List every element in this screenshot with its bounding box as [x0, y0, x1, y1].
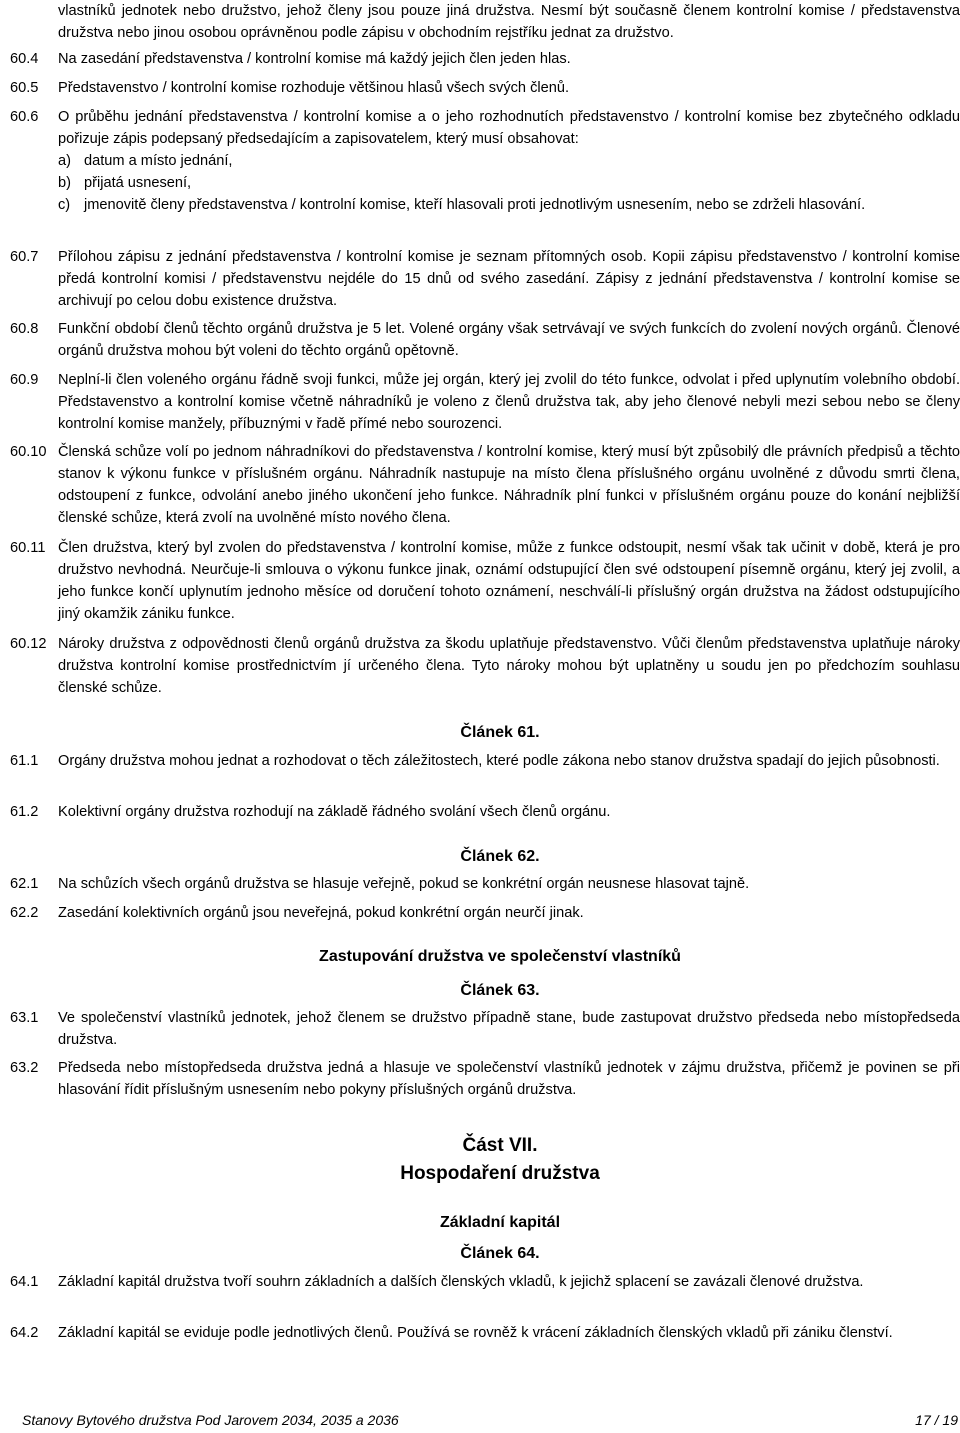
paragraph-text: Funkční období členů těchto orgánů družstva je 5 let. Volené orgány však setrvávají ve svých funkcích do zvolení nových orgánů. Členové orgánů družstva mohou být voleni do těchto orgánů opětovně.: [58, 321, 960, 359]
paragraph-62-2: [0, 902, 960, 924]
paragraph-number: 60.6: [10, 109, 39, 125]
paragraph-text: Základní kapitál družstva tvoří souhrn základních a dalších členských vkladů, k jejichž splacení se zavázali členové družstva.: [58, 1274, 864, 1290]
list-item: b) přijatá usnesení,: [58, 175, 192, 191]
paragraph-61-1: [0, 750, 960, 772]
paragraph-number: 61.2: [10, 804, 39, 820]
paragraph-64-2: [0, 1322, 960, 1344]
paragraph-number: 60.8: [10, 321, 39, 337]
paragraph-60-7: [0, 246, 960, 312]
paragraph-60-8: [0, 318, 960, 362]
paragraph-60-12: [0, 633, 960, 699]
paragraph-text: Představenstvo / kontrolní komise rozhoduje většinou hlasů všech svých členů.: [58, 80, 570, 96]
paragraph-number: 63.1: [10, 1010, 39, 1026]
paragraph-text: O průběhu jednání představenstva / kontrolní komise a o jeho rozhodnutích představenstvo / kontrolní komise bez zbytečného odkladu pořizuje zápis podepsaný předsedajícím a zapisovatelem, který musí obsahovat:: [58, 109, 960, 147]
paragraph-text: Členská schůze volí po jednom náhradníkovi do představenstva / kontrolní komise, který musí být způsobilý dle právních předpisů a těchto stanov k výkonu funkce v příslušném orgánu. Náhradník nastupuje na místo člena příslušného orgánu uvolněné z důvodu smrti člena, odstoupení z funkce, odvolání anebo jiného ukončení jeho funkce. Náhradník plní funkci v příslušném orgánu pouze do konání nejbližší členské schůze, která zvolí na uvolněné místo nového člena.: [58, 444, 960, 526]
paragraph-number: 60.5: [10, 80, 39, 96]
paragraph-62-1: [0, 873, 960, 895]
section-heading: Zastupování družstva ve společenství vlastníků: [319, 948, 681, 965]
paragraph-60-9: [0, 369, 960, 435]
paragraph-number: 62.2: [10, 905, 39, 921]
part-title: Hospodaření družstva: [400, 1163, 600, 1184]
paragraph-text: Kolektivní orgány družstva rozhodují na základě řádného svolání všech členů orgánu.: [58, 804, 611, 820]
paragraph-60-11: [0, 537, 960, 625]
page-number: 17 / 19: [915, 1412, 958, 1428]
paragraph-text: Orgány družstva mohou jednat a rozhodovat o těch záležitostech, které podle zákona nebo stanov družstva spadají do jejich působnosti.: [58, 753, 940, 769]
paragraph-number: 63.2: [10, 1060, 39, 1076]
paragraph-text: Základní kapitál se eviduje podle jednotlivých členů. Používá se rovněž k vrácení základních členských vkladů při zániku členství.: [58, 1325, 893, 1341]
paragraph-text: Ve společenství vlastníků jednotek, jehož členem se družstvo případně stane, bude zastupovat družstvo předseda nebo místopředseda družstva.: [58, 1010, 960, 1048]
part-heading: Část VII.: [462, 1135, 538, 1156]
paragraph-number: 60.10: [10, 444, 47, 460]
paragraph-63-1: [0, 1007, 960, 1051]
paragraph-text: Člen družstva, který byl zvolen do představenstva / kontrolní komise, může z funkce odstoupit, nesmí však tak učinit v době, která je pro družstvo nevhodná. Neurčuje-li smlouva o výkonu funkce jinak, oznámí odstupující člen své odstoupení písemně orgánu, který jej zvolil, a jeho funkce končí uplynutím jednoho měsíce od doručení tohoto oznámení, neschválí-li příslušný orgán družstva na žádost odstupujícího jiný okamžik zániku funkce.: [58, 540, 960, 622]
section-heading: Základní kapitál: [439, 1214, 561, 1231]
paragraph-number: 61.1: [10, 753, 39, 769]
paragraph-number: 60.7: [10, 249, 39, 265]
paragraph-60-4: [0, 48, 960, 70]
paragraph-number: 60.12: [10, 636, 47, 652]
paragraph-60-5: [0, 77, 960, 99]
paragraph-text: Předseda nebo místopředseda družstva jedná a hlasuje ve společenství vlastníků jednotek v zájmu družstva, přičemž je povinen se při hlasování řídit příslušným usnesením nebo pokyny příslušných orgánů družstva.: [58, 1060, 960, 1098]
paragraph-number: 64.1: [10, 1274, 39, 1290]
article-heading: Článek 63.: [460, 982, 540, 999]
list-item: c) jmenovitě členy představenstva / kontrolní komise, kteří hlasovali proti jednotlivým usnesením, nebo se zdrželi hlasování.: [58, 197, 866, 213]
paragraph-text: Přílohou zápisu z jednání představenstva / kontrolní komise je seznam přítomných osob. Kopii zápisu představenstvo / kontrolní komise předá kontrolní komisi / představenstvu nejdéle do 15 dnů od svého zasedání. Zápisy z jednání představenstva / kontrolní komise se archivují po celou dobu existence družstva.: [58, 249, 960, 309]
paragraph-number: 64.2: [10, 1325, 39, 1341]
page-footer: [22, 1409, 958, 1431]
paragraph-63-2: [0, 1057, 960, 1101]
article-heading: Článek 62.: [460, 848, 540, 865]
paragraph-number: 60.9: [10, 372, 39, 388]
article-heading: Článek 61.: [460, 724, 540, 741]
paragraph-text: Neplní-li člen voleného orgánu řádně svoji funkci, může jej orgán, který jej zvolil do této funkce, odvolat i před uplynutím volebního období. Představenstvo a kontrolní komise včetně náhradníků je voleno z členů družstva tak, aby jeho členové nebyli mezi sebou nebo se členy kontrolní komise manžely, příbuznými v řadě přímé nebo sourozenci.: [58, 372, 960, 432]
paragraph-64-1: [0, 1271, 960, 1293]
paragraph-number: 60.4: [10, 51, 39, 67]
continued-paragraph: vlastníků jednotek nebo družstvo, jehož členy jsou pouze jiná družstva. Nesmí být současně členem kontrolní komise / představenstva družstva nebo jinou osobou oprávněnou podle zápisu v obchodním rejstříku jednat za družstvo.: [58, 3, 960, 41]
paragraph-number: 60.11: [10, 540, 46, 556]
paragraph-number: 62.1: [10, 876, 39, 892]
paragraph-text: Zasedání kolektivních orgánů jsou neveřejná, pokud konkrétní orgán neurčí jinak.: [58, 905, 584, 921]
paragraph-text: Na zasedání představenstva / kontrolní komise má každý jejich člen jeden hlas.: [58, 51, 571, 67]
article-heading: Článek 64.: [460, 1245, 540, 1262]
paragraph-60-6: [0, 106, 960, 216]
paragraph-text: Na schůzích všech orgánů družstva se hlasuje veřejně, pokud se konkrétní orgán neusnese hlasovat tajně.: [58, 876, 750, 892]
footer-document-title: Stanovy Bytového družstva Pod Jarovem 2034, 2035 a 2036: [22, 1412, 399, 1428]
paragraph-60-10: [0, 441, 960, 529]
paragraph-61-2: [0, 801, 960, 823]
sub-list: [58, 150, 960, 216]
paragraph-text: Nároky družstva z odpovědnosti členů orgánů družstva za škodu uplatňuje představenstvo. Vůči členům představenstva uplatňuje nároky družstva kontrolní komise prostřednictvím jí určeného člena. Tyto nároky mohou být uplatněny u soudu jen po předchozím souhlasu členské schůze.: [58, 636, 960, 696]
list-item: a) datum a místo jednání,: [58, 153, 233, 169]
